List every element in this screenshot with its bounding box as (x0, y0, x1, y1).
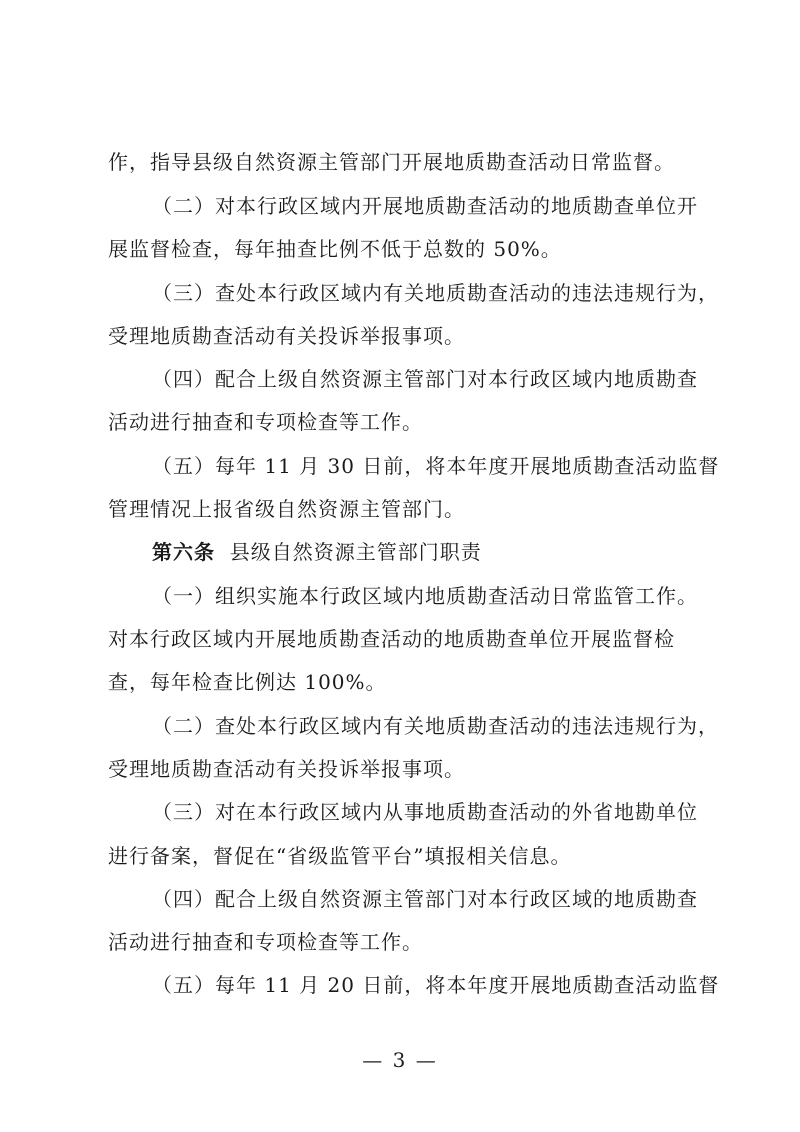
paragraph-line: 查，每年检查比例达 100%。 (108, 670, 387, 694)
paragraph-line: 活动进行抽查和专项检查等工作。 (108, 410, 423, 434)
paragraph-line: 活动进行抽查和专项检查等工作。 (108, 930, 423, 954)
paragraph-line: （三）对在本行政区域内从事地质勘查活动的外省地勘单位 (152, 800, 698, 824)
paragraph-line: 进行备案，督促在“省级监管平台”填报相关信息。 (108, 844, 572, 868)
paragraph-line: （五）每年 11 月 20 日前，将本年度开展地质勘查活动监督 (152, 973, 720, 997)
paragraph-line: 作，指导县级自然资源主管部门开展地质勘查活动日常监督。 (108, 150, 675, 174)
paragraph-line: （三）查处本行政区域内有关地质勘查活动的违法违规行为， (152, 281, 719, 305)
paragraph-line: （四）配合上级自然资源主管部门对本行政区域的地质勘查 (152, 887, 698, 911)
paragraph-line: （二）对本行政区域内开展地质勘查活动的地质勘查单位开 (152, 194, 698, 218)
page-number: — 3 — (362, 1048, 438, 1072)
article-number: 第六条 (152, 540, 215, 564)
paragraph-line: （五）每年 11 月 30 日前，将本年度开展地质勘查活动监督 (152, 454, 720, 478)
paragraph-line: （二）查处本行政区域内有关地质勘查活动的违法违规行为， (152, 714, 719, 738)
paragraph-line: 管理情况上报省级自然资源主管部门。 (108, 497, 465, 521)
article-heading-line (152, 538, 482, 566)
paragraph-line: （四）配合上级自然资源主管部门对本行政区域内地质勘查 (152, 367, 698, 391)
article-title: 县级自然资源主管部门职责 (229, 540, 482, 564)
paragraph-line: 受理地质勘查活动有关投诉举报事项。 (108, 757, 465, 781)
paragraph-line: 展监督检查，每年抽查比例不低于总数的 50%。 (108, 237, 562, 261)
paragraph-line: 受理地质勘查活动有关投诉举报事项。 (108, 324, 465, 348)
paragraph-line: 对本行政区域内开展地质勘查活动的地质勘查单位开展监督检 (108, 627, 675, 651)
paragraph-line: （一）组织实施本行政区域内地质勘查活动日常监管工作。 (152, 584, 698, 608)
